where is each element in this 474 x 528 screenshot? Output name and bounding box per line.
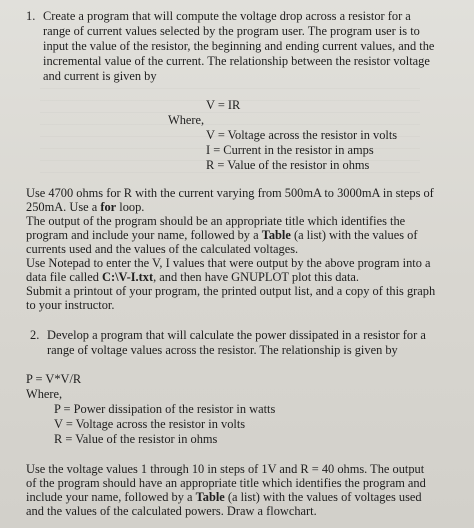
problem-1-body-line-5: currents used and the values of the calculated voltages. bbox=[26, 242, 299, 256]
problem-2-intro-line-1: Develop a program that will calculate the power dissipated in a resistor for a bbox=[47, 328, 426, 342]
problem-1-body-line-8: Submit a printout of your program, the printed output list, and a copy of this graph bbox=[26, 284, 436, 298]
problem-2-body-line-2: of the program should have an appropriate title which identifies the program and bbox=[26, 476, 426, 490]
problem-1-intro-line-1: Create a program that will compute the voltage drop across a resistor for a bbox=[43, 9, 411, 23]
problem-2-formula: P = V*V/R bbox=[26, 372, 82, 386]
problem-1-intro-line-5: and current is given by bbox=[43, 69, 157, 83]
problem-2-def-power: P = Power dissipation of the resistor in watts bbox=[54, 402, 276, 416]
problem-2-def-voltage: V = Voltage across the resistor in volts bbox=[54, 417, 246, 431]
problem-2-intro-line-2: range of voltage values across the resistor. The relationship is given by bbox=[47, 343, 398, 357]
problem-1-body-line-3: The output of the program should be an appropriate title which identifies the bbox=[26, 214, 406, 228]
problem-1-number: 1. bbox=[26, 9, 36, 23]
problem-1-where: Where, bbox=[168, 113, 205, 127]
table-keyword: Table bbox=[261, 228, 291, 242]
problem-2-number: 2. bbox=[30, 328, 40, 342]
problem-1-body-line-4: program and include your name, followed by a Table (a list) with the values of bbox=[26, 228, 418, 242]
problem-1-body-line-1: Use 4700 ohms for R with the current varying from 500mA to 3000mA in steps of bbox=[26, 186, 434, 200]
problem-1-intro-line-2: range of current values selected by the program user. The program user is to bbox=[43, 24, 420, 38]
problem-2-where: Where, bbox=[26, 387, 63, 401]
problem-1-body-line-2: 250mA. Use a for loop. bbox=[26, 200, 145, 214]
problem-2-body-line-1: Use the voltage values 1 through 10 in steps of 1V and R = 40 ohms. The output bbox=[26, 462, 425, 476]
problem-1-def-resistor: R = Value of the resistor in ohms bbox=[206, 158, 370, 172]
problem-1-body-line-6: Use Notepad to enter the V, I values that were output by the above program into a bbox=[26, 256, 431, 270]
problem-1-def-voltage: V = Voltage across the resistor in volts bbox=[206, 128, 398, 142]
table-keyword-2: Table bbox=[195, 490, 225, 504]
for-keyword: for bbox=[100, 200, 117, 214]
problem-1-intro-line-4: incremental value of the current. The relationship between the resistor voltage bbox=[43, 54, 430, 68]
problem-1-intro-line-3: input the value of the resistor, the beginning and ending current values, and the bbox=[43, 39, 435, 53]
problem-1-formula: V = IR bbox=[206, 98, 241, 112]
file-path: C:\V-I.txt bbox=[102, 270, 154, 284]
problem-2-def-resistor: R = Value of the resistor in ohms bbox=[54, 432, 218, 446]
problem-2-body-line-3: include your name, followed by a Table (a list) with the values of voltages used bbox=[26, 490, 422, 504]
problem-1-body-line-7: data file called C:\V-I.txt, and then have GNUPLOT plot this data. bbox=[26, 270, 359, 284]
problem-1-def-current: I = Current in the resistor in amps bbox=[206, 143, 374, 157]
problem-2-body-line-4: and the values of the calculated powers. Draw a flowchart. bbox=[26, 504, 317, 518]
problem-1-body-line-9: to your instructor. bbox=[26, 298, 115, 312]
